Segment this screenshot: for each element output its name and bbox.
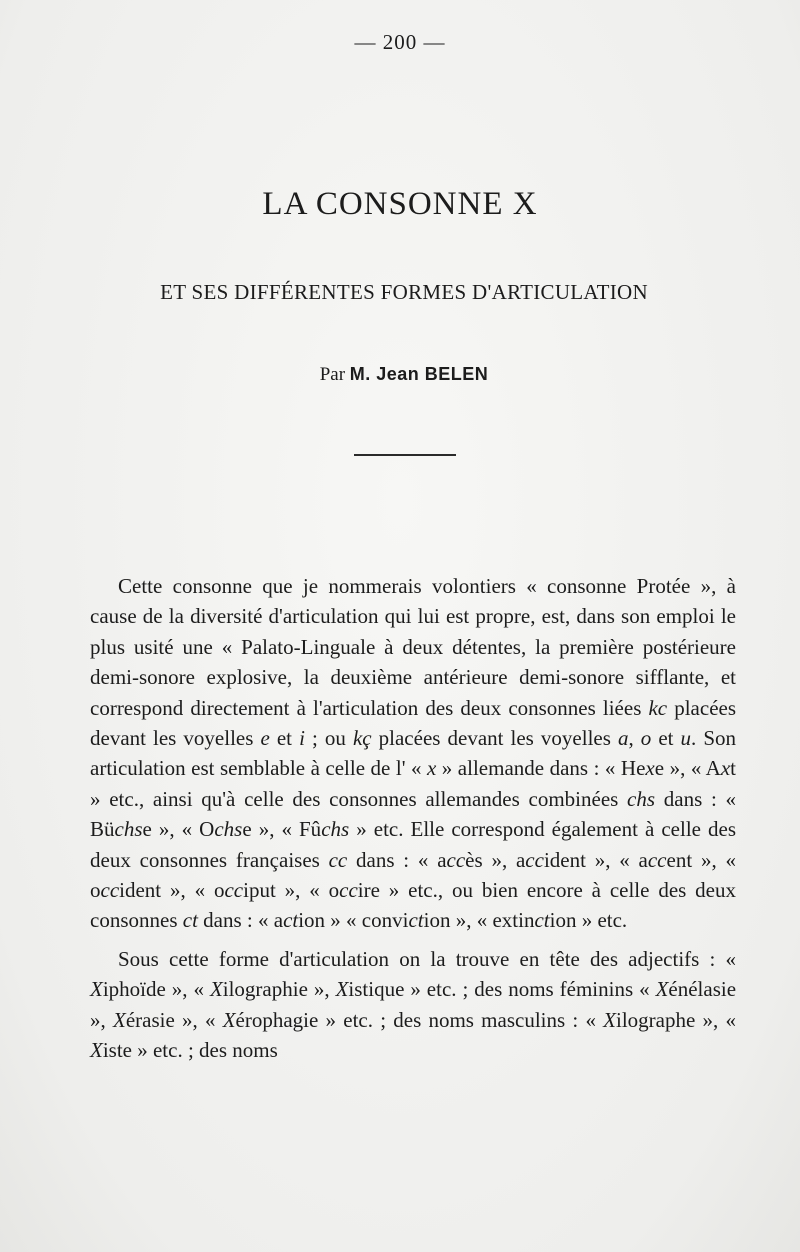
paragraph: Cette consonne que je nommerais volontiers « consonne Protée », à cause de la diversité d'articulation qui lui est propre, est, dans son emploi le plus usité une « Palato-Linguale à deux détentes, la première postérieure demi-sonore explosive, la deuxième antérieure demi-sonore sifflante, et correspond directement à l'articulation des deux consonnes liées kc placées devant les voyelles e et i ; ou kç placées devant les voyelles a, o et u. Son articulation est semblable à celle de l' « x » allemande dans : « Hexe », « Axt » etc., ainsi qu'à celle des consonnes allemandes combinées chs dans : « Büchse », « Ochse », « Fûchs » etc. Elle correspond également à celle des deux consonnes françaises cc dans : « accès », accident », « accent », « occident », « occiput », « occire » etc., ou bien encore à celle des deux consonnes ct dans : « action » « conviction », « extinction » etc. [90, 574, 737, 933]
italic-term: cc [328, 847, 348, 872]
italic-term: X [209, 977, 223, 1002]
section-divider [354, 454, 456, 456]
italic-term: chs [321, 817, 350, 842]
article-subtitle: ET SES DIFFÉRENTES FORMES D'ARTICULATION [160, 280, 648, 304]
italic-term: e [260, 726, 270, 751]
italic-term: i [299, 726, 305, 751]
italic-term: chs [627, 786, 656, 811]
italic-term: X [603, 1007, 616, 1032]
italic-term: ct [408, 908, 424, 933]
italic-term: X [90, 1038, 103, 1063]
italic-term: o [640, 726, 652, 751]
italic-term: X [112, 1007, 126, 1032]
italic-term: X [335, 977, 349, 1002]
paragraph: Sous cette forme d'articulation on la trouve en tête des adjectifs : « Xiphoïde », « Xilographie », Xistique » etc. ; des noms féminins « Xénélasie », Xérasie », « Xérophagie » etc. ; des noms masculins : « Xilographe », « Xiste » etc. ; des noms [90, 946, 737, 1063]
italic-term: ct [534, 908, 550, 933]
italic-term: x [645, 756, 655, 781]
italic-term: ct [182, 908, 198, 933]
byline [0, 364, 800, 386]
italic-term: cc [647, 847, 667, 872]
italic-term: a [617, 726, 629, 751]
italic-term: x [426, 756, 437, 781]
italic-term: kc [648, 695, 668, 720]
page-number: — 200 — [354, 30, 446, 54]
italic-term: X [655, 977, 669, 1002]
byline-author: M. Jean BELEN [349, 364, 489, 384]
italic-term: cc [525, 847, 544, 872]
italic-term: chs [214, 817, 243, 842]
italic-term: cc [224, 878, 244, 903]
italic-term: cc [446, 847, 466, 872]
article-title: LA CONSONNE X [262, 186, 538, 222]
body-text [90, 571, 736, 1066]
italic-term: X [90, 977, 103, 1002]
italic-term: kç [352, 726, 372, 751]
italic-term: u [680, 726, 692, 751]
italic-term: ct [283, 908, 299, 933]
italic-term: cc [100, 878, 120, 903]
byline-prefix: Par [319, 364, 346, 385]
italic-term: X [222, 1007, 236, 1032]
italic-term: cc [339, 878, 358, 903]
italic-term: x [720, 756, 731, 781]
italic-term: chs [114, 817, 143, 842]
